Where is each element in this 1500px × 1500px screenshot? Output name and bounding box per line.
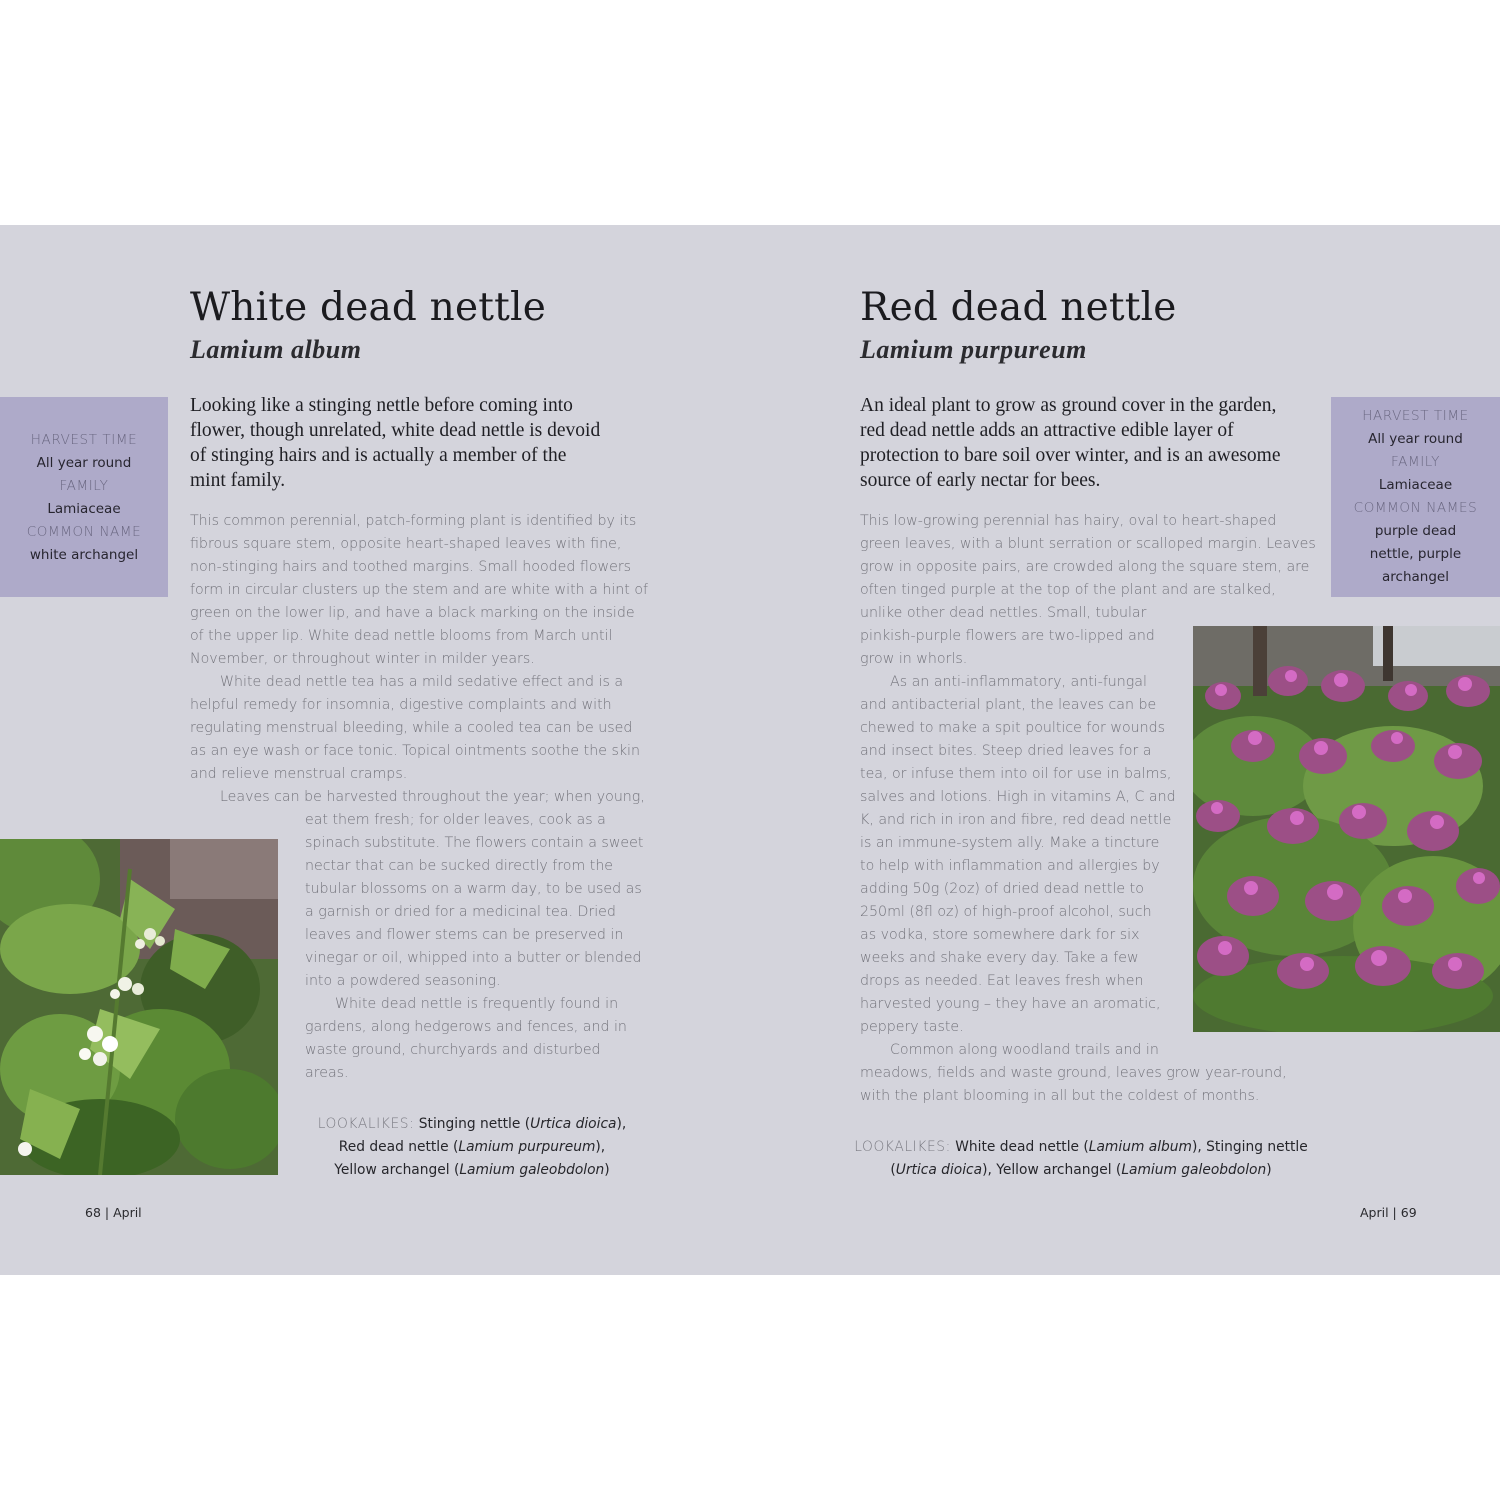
body-line: adding 50g (2oz) of dried dead nettle to bbox=[860, 881, 1144, 897]
intro-line: source of early nectar for bees. bbox=[860, 470, 1101, 491]
lookalike-latin: Lamium purpureum bbox=[458, 1139, 596, 1155]
body-line: grow in opposite pairs, are crowded along the square stem, are bbox=[860, 559, 1310, 575]
common-names-label: COMMON NAMES bbox=[1353, 500, 1478, 516]
body-line: As an anti-inflammatory, anti-fungal bbox=[890, 674, 1147, 690]
body-line: areas. bbox=[305, 1065, 349, 1081]
body-line: pinkish-purple flowers are two-lipped and bbox=[860, 628, 1155, 644]
body-line: spinach substitute. The flowers contain a sweet bbox=[305, 835, 644, 851]
right-folio bbox=[1360, 1205, 1417, 1220]
body-line: as vodka, store somewhere dark for six bbox=[860, 927, 1140, 943]
body-line: green leaves, with a blunt serration or scalloped margin. Leaves bbox=[860, 536, 1316, 552]
body-line: vinegar or oil, whipped into a butter or blended bbox=[305, 950, 642, 966]
folio-section: April bbox=[1360, 1205, 1389, 1220]
lookalikes-line bbox=[300, 1136, 644, 1159]
left-lookalikes bbox=[300, 1113, 644, 1182]
lookalike-latin: Urtica dioica bbox=[530, 1116, 617, 1132]
body-line: This common perennial, patch-forming plant is identified by its bbox=[190, 513, 637, 529]
family-label: FAMILY bbox=[1391, 454, 1440, 470]
lookalike-text: ( bbox=[890, 1162, 896, 1178]
body-line: is an immune-system ally. Make a tincture bbox=[860, 835, 1160, 851]
body-line: and relieve menstrual cramps. bbox=[190, 766, 408, 782]
intro-line: flower, though unrelated, white dead nettle is devoid bbox=[190, 420, 601, 441]
body-line: of the upper lip. White dead nettle blooms from March until bbox=[190, 628, 613, 644]
left-body-text-narrow bbox=[305, 809, 643, 1085]
body-line: form in circular clusters up the stem and are white with a hint of bbox=[190, 582, 649, 598]
left-body-text bbox=[190, 510, 648, 809]
page-number: 68 bbox=[85, 1205, 101, 1220]
intro-line: of stinging hairs and is actually a member of the bbox=[190, 445, 567, 466]
lookalike-latin: Lamium galeobdolon bbox=[1121, 1162, 1267, 1178]
book-spread bbox=[0, 225, 1500, 1275]
lookalike-text: ), Stinging nettle bbox=[1192, 1139, 1308, 1155]
lookalikes-label: LOOKALIKES: bbox=[317, 1116, 415, 1132]
lookalikes-line bbox=[850, 1159, 1312, 1182]
body-line: November, or throughout winter in milder years. bbox=[190, 651, 535, 667]
lookalike-text: ), bbox=[595, 1139, 606, 1155]
body-line: regulating menstrual bleeding, while a cooled tea can be used bbox=[190, 720, 633, 736]
body-line: This low-growing perennial has hairy, oval to heart-shaped bbox=[860, 513, 1277, 529]
body-line: White dead nettle is frequently found in bbox=[335, 996, 619, 1012]
lookalike-text: Red dead nettle ( bbox=[338, 1139, 459, 1155]
body-line: fibrous square stem, opposite heart-shaped leaves with fine, bbox=[190, 536, 622, 552]
body-line: tubular blossoms on a warm day, to be used as bbox=[305, 881, 642, 897]
body-line: meadows, fields and waste ground, leaves grow year-round, bbox=[860, 1065, 1287, 1081]
lookalike-text: Stinging nettle ( bbox=[414, 1116, 531, 1132]
body-line: chewed to make a spit poultice for wounds bbox=[860, 720, 1166, 736]
intro-line: red dead nettle adds an attractive edible layer of bbox=[860, 420, 1234, 441]
body-line: green on the lower lip, and have a black marking on the inside bbox=[190, 605, 635, 621]
lookalike-text: ), bbox=[616, 1116, 627, 1132]
body-line: into a powdered seasoning. bbox=[305, 973, 501, 989]
lookalike-text: ), Yellow archangel ( bbox=[982, 1162, 1122, 1178]
intro-line: protection to bare soil over winter, and is an awesome bbox=[860, 445, 1281, 466]
body-line: helpful remedy for insomnia, digestive complaints and with bbox=[190, 697, 612, 713]
body-line: to help with inflammation and allergies by bbox=[860, 858, 1160, 874]
body-line: grow in whorls. bbox=[860, 651, 968, 667]
body-line: White dead nettle tea has a mild sedative effect and is a bbox=[220, 674, 624, 690]
body-line: often tinged purple at the top of the plant and are stalked, bbox=[860, 582, 1276, 598]
body-line: unlike other dead nettles. Small, tubular bbox=[860, 605, 1147, 621]
body-line: peppery taste. bbox=[860, 1019, 964, 1035]
lookalike-text: Yellow archangel ( bbox=[334, 1162, 460, 1178]
folio-separator: | bbox=[1388, 1205, 1401, 1220]
common-name-label: COMMON NAME bbox=[26, 524, 142, 540]
body-line: leaves and flower stems can be preserved in bbox=[305, 927, 624, 943]
body-line: a garnish or dried for a medicinal tea. Dried bbox=[305, 904, 616, 920]
left-intro-paragraph bbox=[190, 393, 600, 493]
left-page-latin-name: Lamium album bbox=[190, 335, 362, 364]
body-line: as an eye wash or face tonic. Topical ointments soothe the skin bbox=[190, 743, 640, 759]
lookalike-text: White dead nettle ( bbox=[950, 1139, 1089, 1155]
body-line: and antibacterial plant, the leaves can be bbox=[860, 697, 1157, 713]
lookalike-latin: Urtica dioica bbox=[895, 1162, 983, 1178]
family-value: Lamiaceae bbox=[47, 501, 121, 517]
intro-line: Looking like a stinging nettle before coming into bbox=[190, 395, 573, 416]
harvest-time-value: All year round bbox=[36, 455, 132, 471]
page-number: 69 bbox=[1400, 1205, 1417, 1220]
right-page-latin-name: Lamium purpureum bbox=[860, 335, 1087, 364]
body-line: and insect bites. Steep dried leaves for a bbox=[860, 743, 1152, 759]
folio-section: April bbox=[113, 1205, 142, 1220]
right-info-box bbox=[1331, 397, 1500, 597]
body-line: 250ml (8fl oz) of high-proof alcohol, such bbox=[860, 904, 1152, 920]
folio-separator: | bbox=[100, 1205, 114, 1220]
harvest-time-label: HARVEST TIME bbox=[1362, 408, 1469, 424]
common-names-value: archangel bbox=[1382, 569, 1449, 585]
right-lookalikes bbox=[850, 1136, 1312, 1182]
lookalikes-line bbox=[850, 1136, 1312, 1159]
body-line: harvested young – they have an aromatic, bbox=[860, 996, 1161, 1012]
intro-line: An ideal plant to grow as ground cover in the garden, bbox=[860, 395, 1277, 416]
family-value: Lamiaceae bbox=[1378, 477, 1453, 493]
harvest-time-value: All year round bbox=[1368, 431, 1463, 447]
left-page-title: White dead nettle bbox=[190, 285, 546, 330]
left-info-box bbox=[0, 397, 168, 597]
body-line: gardens, along hedgerows and fences, and in bbox=[305, 1019, 627, 1035]
lookalikes-line bbox=[300, 1159, 644, 1182]
body-line: Common along woodland trails and in bbox=[890, 1042, 1159, 1058]
lookalike-latin: Lamium galeobdolon bbox=[459, 1162, 605, 1178]
body-line: nectar that can be sucked directly from the bbox=[305, 858, 614, 874]
body-line: waste ground, churchyards and disturbed bbox=[305, 1042, 601, 1058]
body-line: salves and lotions. High in vitamins A, C and bbox=[860, 789, 1176, 805]
lookalikes-line bbox=[300, 1113, 644, 1136]
lookalike-text: ) bbox=[604, 1162, 610, 1178]
lookalike-text: ) bbox=[1266, 1162, 1272, 1178]
intro-line: mint family. bbox=[190, 470, 286, 491]
body-line: tea, or infuse them into oil for use in balms, bbox=[860, 766, 1172, 782]
body-line: Leaves can be harvested throughout the year; when young, bbox=[220, 789, 645, 805]
family-label: FAMILY bbox=[59, 478, 109, 494]
lookalikes-label: LOOKALIKES: bbox=[854, 1139, 951, 1155]
red-dead-nettle-photo bbox=[1193, 626, 1500, 1032]
common-name-value: white archangel bbox=[29, 547, 139, 563]
white-dead-nettle-photo bbox=[0, 839, 278, 1175]
body-line: non-stinging hairs and toothed margins. Small hooded flowers bbox=[190, 559, 632, 575]
body-line: K, and rich in iron and fibre, red dead nettle bbox=[860, 812, 1172, 828]
body-line: drops as needed. Eat leaves fresh when bbox=[860, 973, 1144, 989]
right-page-title: Red dead nettle bbox=[860, 285, 1177, 330]
body-line: eat them fresh; for older leaves, cook as a bbox=[305, 812, 606, 828]
common-names-value: nettle, purple bbox=[1369, 546, 1462, 562]
left-folio bbox=[85, 1205, 142, 1220]
right-intro-paragraph bbox=[860, 393, 1281, 493]
harvest-time-label: HARVEST TIME bbox=[30, 432, 138, 448]
body-line: with the plant blooming in all but the coldest of months. bbox=[860, 1088, 1260, 1104]
body-line: weeks and shake every day. Take a few bbox=[860, 950, 1139, 966]
lookalike-latin: Lamium album bbox=[1088, 1139, 1192, 1155]
common-names-value: purple dead bbox=[1374, 523, 1457, 539]
